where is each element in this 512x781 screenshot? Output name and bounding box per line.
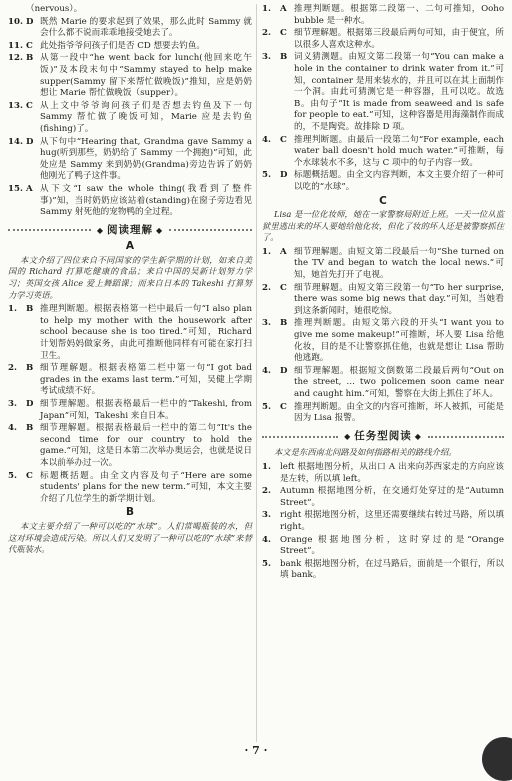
item-explanation: right 根据地图分析，这里还需要继续右转过马路，所以填 right。 [280, 510, 504, 532]
item-explanation: Orange 根据地图分析，这时穿过的是“Orange Street”。 [280, 534, 504, 557]
section-title: 阅读理解 [107, 223, 153, 236]
diamond-icon: ◆ [156, 225, 164, 235]
item-answer: D [280, 365, 288, 376]
answer-list [262, 462, 504, 582]
item-answer: B [26, 363, 34, 374]
item-number: 4. [8, 423, 17, 434]
item-answer: C [280, 134, 287, 145]
item-explanation: 细节理解题。根据表格最后一栏中的“Takeshi, from Japan”可知，Takeshi 来自日本。 [40, 399, 252, 421]
item-answer: D [280, 170, 288, 181]
item-explanation: 标题概括题。由全文内容及句子“Here are some students' plans for the new term.”可知，本文主要介绍了几位学生的新学期计划。 [40, 470, 252, 504]
item-explanation: 细节理解题。由短文第三段第一句“To her surprise, there was some big news that day.”可知，当她看到这条新闻时，她很吃惊。 [294, 282, 504, 316]
item-number: 2. [262, 282, 271, 293]
item-number: 2. [262, 486, 271, 497]
item-number: 4. [262, 534, 271, 545]
section-title: 任务型阅读 [354, 429, 412, 442]
answer-item [8, 423, 252, 469]
item-number: 15. [8, 183, 23, 194]
item-number: 5. [262, 401, 271, 412]
answer-item [262, 283, 504, 318]
diamond-icon: ◆ [96, 225, 104, 235]
item-number: 3. [262, 510, 271, 521]
item-number: 12. [8, 53, 23, 64]
item-answer: D [26, 399, 34, 409]
item-number: 11. [8, 40, 23, 51]
item-answer: B [26, 423, 34, 434]
item-number: 5. [8, 470, 17, 481]
passage-summary: Lisa 是一位化妆师，她在一家警察局附近上班。一天一位从监狱里逃出来的坏人要她给他化妆，但化了妆的坏人还是被警察抓住了。 [262, 209, 504, 243]
passage-letter: A [125, 240, 135, 253]
answer-item [8, 17, 252, 40]
dotted-rule [169, 229, 252, 231]
item-answer: A [26, 183, 33, 194]
answer-item [8, 101, 252, 136]
item-answer: B [26, 53, 34, 64]
answer-item [8, 137, 252, 183]
corner-tab [482, 737, 512, 781]
dotted-rule [8, 229, 91, 231]
item-explanation: 细节理解题。根据表格第二栏中第一句“I got bad grades in the exams last term.”可知，吴健上学期考试成绩不好。 [40, 363, 252, 397]
item-number: 2. [262, 28, 271, 39]
item-number: 3. [8, 399, 17, 409]
item-explanation: left 根据地图分析，从出口 A 出来向苏西家走的方向应该是左转，所以填 left。 [280, 461, 504, 484]
item-answer: A [280, 4, 287, 14]
item-explanation: 标题概括题。由全文内容判断，本文主要介绍了一种可以吃的“水球”。 [294, 170, 504, 192]
item-number: 14. [8, 136, 23, 147]
dotted-rule [262, 436, 338, 438]
item-explanation: 词义猜测题。由短文第二段第一句“You can make a hole in the container to drink water from it.”可知，container 是用来装水的，并且可以在其上面制作一个洞。由此可猜测它是一种容器，且可以吃。故选 B。由句子“It is made from seaweed and is safe for people to eat.”可知，这种容器是用海藻制作而成的，不是陶瓷。故排除 D 项。 [294, 52, 504, 132]
answer-item [8, 471, 252, 506]
item-explanation: 推理判断题。由全文的内容可推断，坏人被抓，可能是因为 Lisa 报警。 [294, 401, 504, 424]
item-answer: B [280, 52, 288, 63]
answer-item [262, 486, 504, 509]
item-answer: C [280, 282, 287, 293]
right-column [262, 4, 504, 583]
answer-item [8, 41, 252, 53]
column-divider [256, 4, 257, 742]
item-number: 2. [8, 363, 17, 374]
item-number [8, 4, 26, 16]
item-explanation: 细节理解题。根据短文倒数第二段最后两句“Out on the street, … two policemen soon came near and caught him.”可知，警察在大街上抓住了坏人。 [294, 365, 504, 399]
item-number: 13. [8, 100, 23, 111]
item-explanation: Autumn 根据地图分析，在交通灯处穿过的是“Autumn Street”。 [280, 486, 504, 508]
item-explanation: （nervous）。 [26, 4, 83, 14]
cloze-answers [8, 4, 252, 219]
item-answer: B [26, 304, 34, 315]
item-number: 1. [262, 246, 271, 257]
item-explanation: 从第一段中“he went back for lunch(他回来吃午饭)”及本段末句中“Sammy stayed to help make supper(Sammy 留下来帮忙做晚饭)”推知，应是奶奶想让 Marie 帮忙做晚饭（supper）。 [40, 53, 252, 99]
answer-item [262, 318, 504, 364]
answer-item [262, 510, 504, 533]
item-number: 3. [262, 52, 271, 63]
answer-item [262, 366, 504, 401]
answer-item [8, 304, 252, 362]
answer-item [262, 247, 504, 282]
page-number: · 7 · [244, 744, 268, 757]
item-explanation: bank 根据地图分析，在过马路后，面前是一个银行，所以填 bank。 [280, 558, 504, 581]
answer-item [262, 135, 504, 170]
answer-item [262, 462, 504, 485]
answer-list [262, 4, 504, 194]
item-answer: C [280, 28, 287, 39]
item-answer: D [26, 16, 34, 27]
item-explanation: 从上文中爷爷询问孩子们是否想去钓鱼及下一句 Sammy 帮忙做了晚饭可知，Marie 应是去钓鱼(fishing)了。 [40, 100, 252, 134]
answer-item [262, 535, 504, 558]
answer-item [8, 363, 252, 398]
answer-item [8, 53, 252, 99]
passage-letter: B [125, 506, 134, 519]
item-number: 4. [262, 365, 271, 376]
item-explanation: 细节理解题。根据表格最后一栏中的第二句“It's the second time for our country to hold the game.”可知，这是日本第二次举办奥运会，也就是说日本以前举办过一次。 [40, 423, 252, 468]
passage-summary: 本文介绍了四位来自不同国家的学生新学期的计划，如来自美国的 Richard 打算吃健康的食品；来自中国的吴新计划努力学习；英国女孩 Alice 爱上舞蹈课；而来自日本的 Takeshi 打算努力学习英语。 [8, 254, 252, 300]
answer-item [8, 184, 252, 219]
item-explanation: 此处指爷爷问孩子们是否 CD 想要去钓鱼。 [40, 40, 206, 51]
answer-item [8, 4, 252, 16]
item-explanation: 推理判断题。由最后一段第二句“For example, each water ball doesn't hold much water.”可推断，每个水球装水不多，这与 C 项中的句子内容一致。 [294, 134, 504, 168]
answer-list [262, 247, 504, 425]
item-number: 5. [262, 558, 271, 569]
item-number: 1. [262, 461, 271, 472]
item-answer: C [26, 470, 33, 481]
answer-list [8, 304, 252, 505]
item-answer: A [280, 246, 287, 257]
answer-item [262, 170, 504, 193]
passage-summary: 本文主要介绍了一种可以吃的“水球”。人们常喝瓶装的水，但这对环境会造成污染。所以人们又发明了一种可以吃的“水球”来替代瓶装水。 [8, 520, 252, 555]
passage-letter: C [379, 194, 387, 207]
item-answer: C [280, 401, 287, 412]
item-explanation: 从下句中“Hearing that, Grandma gave Sammy a hug(听到那些，奶奶给了 Sammy 一个拥抱)”可知，此处应是 Sammy 来到奶奶(Grandma)旁边告诉了奶奶他刚光了鸭子这件事。 [40, 136, 252, 182]
diamond-icon: ◆ [344, 431, 352, 441]
item-answer: C [26, 40, 33, 51]
item-explanation: 从下文“I saw the whole thing(我看到了整件事)”知，当时奶奶应该站着(standing)在窗子旁边看见 Sammy 射死他的宠物鸭的全过程。 [40, 183, 252, 218]
item-answer: D [26, 136, 34, 147]
item-number: 10. [8, 16, 23, 27]
section-header-reading [8, 225, 252, 237]
answer-item [262, 402, 504, 425]
answer-item [262, 28, 504, 51]
dotted-rule [428, 436, 504, 438]
item-answer: B [280, 318, 288, 329]
item-number: 5. [262, 170, 271, 181]
left-column [8, 4, 252, 559]
answer-item [262, 52, 504, 133]
item-explanation: 推理判断题。根据表格第一栏中最后一句“I also plan to help my mother with the housework after school because she is too tired.”可知，Richard 计划帮妈妈做家务，由此可推断他同样有可能在家打扫卫生。 [40, 304, 252, 361]
item-number: 1. [262, 4, 271, 14]
item-explanation: 细节理解题。由短文第二段最后一句“She turned on the TV and began to watch the local news.”可知，她首先打开了电视。 [294, 246, 504, 281]
answer-item [262, 559, 504, 582]
item-number: 1. [8, 304, 17, 315]
section-header-task [262, 431, 504, 443]
item-explanation: 推理判断题。由短文第六段的开头“I want you to give me some makeup!”可推断，坏人要 Lisa 给他化妆，目的是不让警察抓住他，也就是想让 Lisa 帮助他逃跑。 [294, 318, 504, 364]
passage-summary: 本文是东西南北问路及如何指路相关的路线介绍。 [274, 447, 457, 458]
item-explanation: 推理判断题。根据第二段第一、二句可推知，Ooho bubble 是一种水。 [294, 4, 504, 26]
item-explanation: 细节理解题。根据第三段最后两句可知，由于便宜，所以很多人喜欢这种水。 [294, 28, 504, 50]
item-number: 4. [262, 134, 271, 145]
diamond-icon: ◆ [414, 431, 422, 441]
answer-item [262, 4, 504, 27]
item-answer: C [26, 100, 33, 111]
item-number: 3. [262, 318, 271, 329]
answer-item [8, 399, 252, 422]
item-explanation: 既然 Marie 的要求起到了效果，那么此时 Sammy 就会什么都不说而乖乖地接受她去了。 [40, 16, 252, 39]
